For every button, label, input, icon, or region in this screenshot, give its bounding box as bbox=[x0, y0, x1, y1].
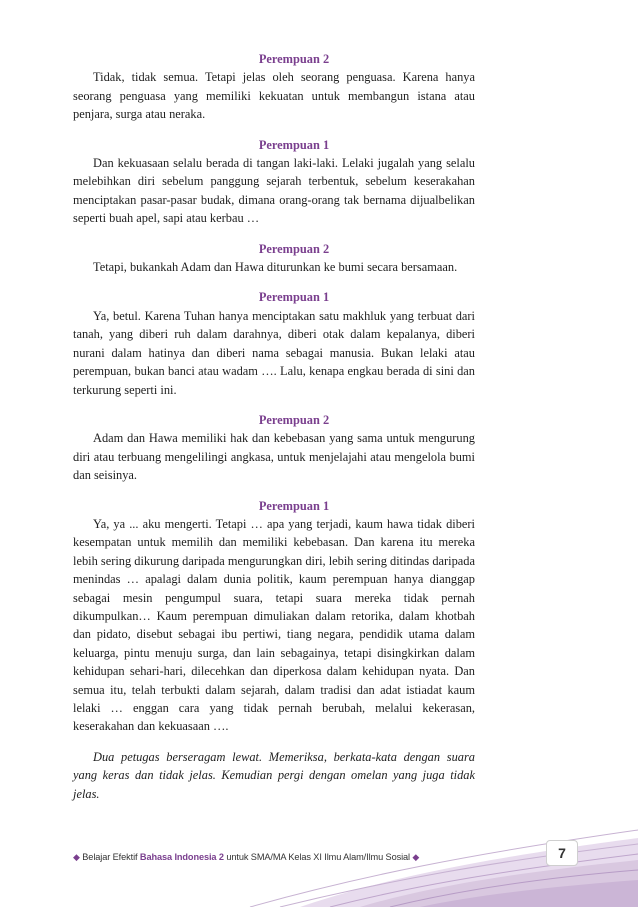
stage-direction: Dua petugas berseragam lewat. Memeriksa, berkata-kata dengan suara yang keras dan tidak jelas. Kemudian pergi dengan omelan yang juga tidak jelas. bbox=[73, 749, 475, 801]
dialogue-text: Tetapi, bukankah Adam dan Hawa diturunkan ke bumi secara bersamaan. bbox=[93, 260, 458, 275]
footer-book-name: Bahasa Indonesia 2 bbox=[139, 852, 224, 862]
dialogue-block bbox=[73, 411, 475, 485]
dialogue-block bbox=[73, 497, 475, 736]
dialogue-block bbox=[73, 50, 475, 124]
dialogue-text: Ya, betul. Karena Tuhan hanya menciptakan satu makhluk yang terbuat dari tanah, yang diberi ruh dalam darahnya, diberi otak dalam kepalanya, diberi nurani dalam hatinya dan diberi nama sebagai manusia. Bukan lelaki atau perempuan, bukan banci atau wadam …. Lalu, kenapa engkau berada di sini dan terkurung seperti ini. bbox=[73, 308, 475, 397]
dialogue-text: Adam dan Hawa memiliki hak dan kebebasan yang sama untuk mengurung diri atau terbuang mengelilingi angkasa, untuk menjelajahi atau mengelola bumi dan seisinya. bbox=[73, 431, 475, 483]
speaker-name: Perempuan 2 bbox=[258, 241, 330, 256]
footer-book-title bbox=[73, 852, 419, 863]
page-footer bbox=[0, 820, 638, 907]
dialogue-block bbox=[73, 288, 475, 398]
dialogue-block bbox=[73, 240, 475, 277]
dialogue-block bbox=[73, 136, 475, 228]
dialogue-text: Ya, ya ... aku mengerti. Tetapi … apa yang terjadi, kaum hawa tidak diberi kesempatan untuk memilih dan memiliki kebebasan. Dan karena itu mereka lebih sering dikurung daripada mengurungkan diri, lebih sering ditindas daripada menindas … apalagi dalam dunia politik, kaum perempuan hanya dianggap sebagai mesin pengumpul suara, tetapi suara mereka tidak pernah dikumpulkan… Kaum perempuan dimuliakan dalam retorika, dalam khotbah dan pidato, disebut sebagai ibu pertiwi, tiang negara, pendidik utama dalam keluarga, pintu menuju surga, dan lain sebagainya, tetapi disingkirkan dalam kehidupan sehari-hari, dilecehkan dan diperkosa dalam kehidupan nyata. Dan semua itu, telah terbukti dalam sejarah, dalam tradisi dan adat istiadat kaum lelaki … enggan cara yang tidak pernah berubah, melalui kekerasan, keserakahan dan kekuasaan …. bbox=[73, 516, 475, 734]
speaker-name: Perempuan 2 bbox=[258, 412, 330, 427]
footer-suffix: untuk SMA/MA Kelas XI Ilmu Alam/Ilmu Sosial bbox=[226, 852, 410, 862]
diamond-icon: ◆ bbox=[412, 852, 420, 862]
footer-wave-decoration bbox=[0, 820, 638, 907]
speaker-name: Perempuan 1 bbox=[258, 137, 330, 152]
dialogue-text: Tidak, tidak semua. Tetapi jelas oleh seorang penguasa. Karena hanya seorang penguasa yang memiliki kekuatan untuk membangun istana atau penjara, surga atau neraka. bbox=[73, 70, 475, 122]
page-body bbox=[73, 50, 475, 803]
diamond-icon: ◆ bbox=[73, 852, 80, 862]
footer-prefix: Belajar Efektif bbox=[82, 852, 138, 862]
speaker-name: Perempuan 1 bbox=[258, 498, 330, 513]
speaker-name: Perempuan 1 bbox=[258, 290, 330, 305]
speaker-name: Perempuan 2 bbox=[258, 52, 330, 66]
page-number: 7 bbox=[546, 840, 578, 866]
dialogue-text: Dan kekuasaan selalu berada di tangan laki-laki. Lelaki jugalah yang selalu melebihkan diri sebelum panggung sejarah terbentuk, sebelum keserakahan menciptakan pasar-pasar budak, dimana orang-orang tak bernama dijualbelikan seperti buah apel, sapi atau kerbau … bbox=[73, 156, 475, 226]
